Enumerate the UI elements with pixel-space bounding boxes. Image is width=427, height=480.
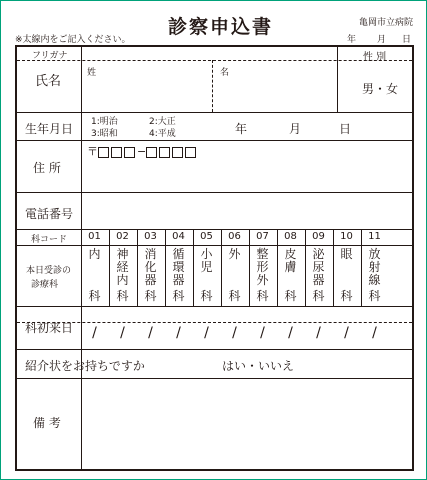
furigana-label: フリガナ — [32, 51, 68, 61]
postal-box — [159, 147, 170, 158]
era-showa[interactable]: 3:昭和 — [91, 129, 118, 139]
postal-box — [124, 147, 135, 158]
dept-code-01: 01 — [88, 231, 101, 242]
dept-name-10[interactable]: 眼 — [340, 247, 353, 261]
postal-mark: 〒 — [87, 145, 98, 158]
first-visit-date-slot[interactable]: / — [148, 325, 153, 341]
header-day-label: 日 — [402, 35, 412, 45]
era-heisei[interactable]: 4:平成 — [149, 129, 176, 139]
birth-day-label: 日 — [339, 122, 352, 136]
postal-box — [172, 147, 183, 158]
birth-year-label: 年 — [235, 122, 248, 136]
instruction-note: ※太線内をご記入ください。 — [15, 35, 131, 45]
birth-month-label: 月 — [289, 122, 302, 136]
dept-code-02: 02 — [116, 231, 129, 242]
dept-code-04: 04 — [172, 231, 185, 242]
dept-suffix: 科 — [284, 289, 297, 303]
dept-name-11[interactable]: 放 射 線 — [368, 247, 381, 287]
dept-row-label-2: 診療科 — [31, 280, 59, 290]
dept-name-06[interactable]: 外 — [228, 247, 241, 261]
dept-code-06: 06 — [228, 231, 241, 242]
dept-suffix: 科 — [88, 289, 101, 303]
dept-code-08: 08 — [284, 231, 297, 242]
hospital-name: 亀岡市立病院 — [359, 18, 414, 28]
dept-name-02[interactable]: 神 経 内 — [116, 247, 129, 287]
postal-box — [111, 147, 122, 158]
dept-code-label: 科コード — [31, 235, 68, 245]
postal-code-field[interactable] — [87, 143, 198, 159]
application-form — [15, 45, 414, 471]
referral-question: 紹介状をお持ちですか — [25, 359, 145, 373]
name-label: 氏名 — [35, 74, 62, 89]
postal-box — [98, 147, 109, 158]
dept-name-07[interactable]: 整 形 外 — [256, 247, 269, 287]
sex-column-divider — [337, 47, 338, 112]
form-title: 診察申込書 — [168, 16, 274, 38]
header-month-label: 月 — [377, 35, 387, 45]
remarks-label-divider — [81, 378, 82, 469]
dept-code-07: 07 — [256, 231, 269, 242]
header-year-label: 年 — [347, 35, 357, 45]
dept-suffix: 科 — [228, 289, 241, 303]
row-divider-name — [17, 112, 412, 113]
sex-options[interactable]: 男・女 — [362, 82, 399, 96]
remarks-label: 備 考 — [33, 416, 61, 430]
first-visit-date-slot[interactable]: / — [344, 325, 349, 341]
dept-code-10: 10 — [340, 231, 353, 242]
dept-suffix: 科 — [340, 289, 353, 303]
first-visit-label: 科初来日 — [25, 321, 74, 335]
name-split-divider — [212, 60, 213, 112]
dept-suffix: 科 — [172, 289, 185, 303]
dept-suffix: 科 — [200, 289, 213, 303]
row-divider-phone — [17, 229, 412, 230]
first-visit-date-slot[interactable]: / — [288, 325, 293, 341]
first-visit-dash-divider — [17, 322, 412, 323]
postal-box — [185, 147, 196, 158]
furigana-divider — [17, 60, 412, 61]
surname-label: 姓 — [87, 68, 97, 78]
row-divider-codes — [17, 245, 412, 246]
first-visit-date-slot[interactable]: / — [120, 325, 125, 341]
dept-suffix: 科 — [144, 289, 157, 303]
era-meiji[interactable]: 1:明治 — [91, 117, 118, 127]
referral-options[interactable]: はい・いいえ — [222, 359, 295, 373]
address-label: 住 所 — [33, 161, 61, 175]
dept-name-08[interactable]: 皮 膚 — [284, 247, 297, 274]
first-visit-date-slot[interactable]: / — [232, 325, 237, 341]
dept-name-01[interactable]: 内 — [88, 247, 101, 261]
dept-suffix: 科 — [256, 289, 269, 303]
phone-label: 電話番号 — [25, 207, 74, 221]
first-visit-date-slot[interactable]: / — [260, 325, 265, 341]
row-divider-departments — [17, 306, 412, 307]
first-visit-date-slot[interactable]: / — [92, 325, 97, 341]
era-taisho[interactable]: 2:大正 — [149, 117, 176, 127]
dept-suffix: 科 — [116, 289, 129, 303]
dept-name-03[interactable]: 消 化 器 — [144, 247, 157, 287]
dept-code-05: 05 — [200, 231, 213, 242]
dept-name-04[interactable]: 循 環 器 — [172, 247, 185, 287]
row-divider-address — [17, 192, 412, 193]
dept-code-09: 09 — [312, 231, 325, 242]
postal-box — [146, 147, 157, 158]
first-visit-date-slot[interactable]: / — [176, 325, 181, 341]
row-divider-birth — [17, 140, 412, 141]
dept-suffix: 科 — [368, 289, 381, 303]
dept-row-label-1: 本日受診の — [26, 266, 72, 276]
dept-code-03: 03 — [144, 231, 157, 242]
first-visit-date-slot[interactable]: / — [316, 325, 321, 341]
row-divider-referral — [17, 378, 412, 379]
row-divider-first-visit — [17, 349, 412, 350]
first-visit-date-slot[interactable]: / — [372, 325, 377, 341]
dept-name-05[interactable]: 小 児 — [200, 247, 213, 274]
dept-name-09[interactable]: 泌 尿 器 — [312, 247, 325, 287]
dept-suffix: 科 — [312, 289, 325, 303]
postal-separator: − — [137, 145, 147, 158]
dept-code-11: 11 — [368, 231, 381, 242]
sex-label: 性 別 — [363, 52, 387, 63]
given-name-label: 名 — [220, 68, 230, 78]
birth-date-label: 生年月日 — [25, 122, 74, 136]
first-visit-date-slot[interactable]: / — [204, 325, 209, 341]
